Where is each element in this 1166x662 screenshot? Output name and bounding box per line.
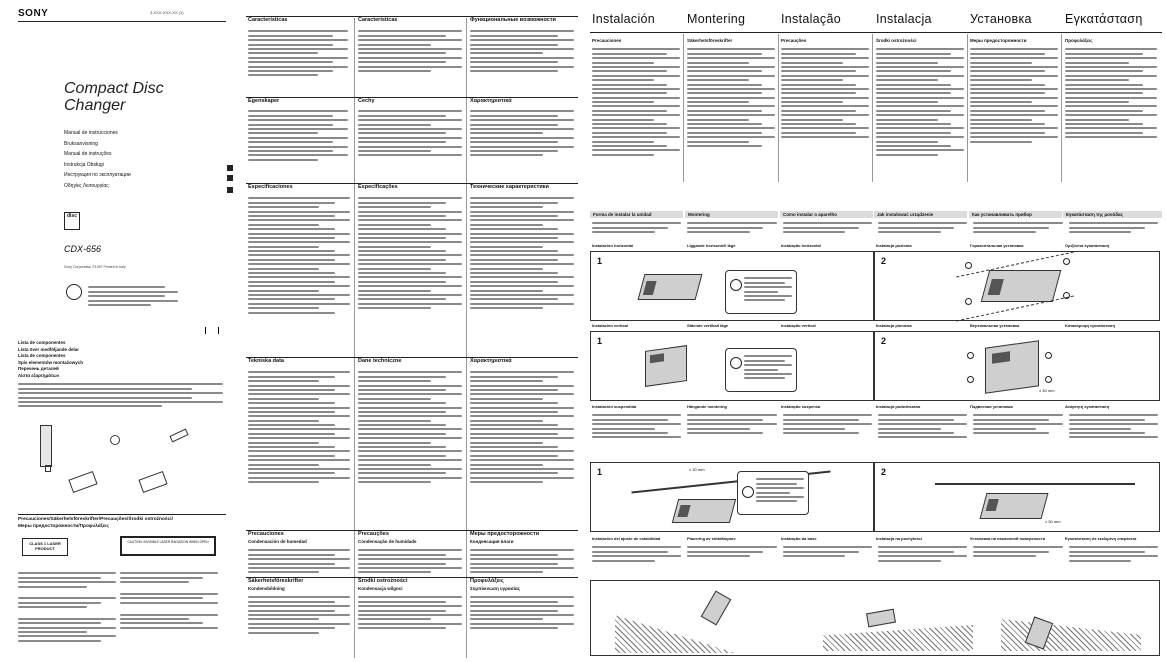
row2-label-es: Instalación vertical (592, 323, 629, 328)
spec-es-header: Especificaciones (248, 184, 293, 190)
cond-sv-header: Kondensbildning (248, 586, 285, 591)
manual-el: Οδηγίες Λειτουργίας (64, 182, 109, 189)
parts-es: Lista de componentes (18, 340, 66, 345)
features-sv-header: Egenskaper (248, 98, 280, 104)
features-pl-text (358, 108, 462, 159)
prec-ru-text (470, 547, 574, 576)
parts-pt: Lista de componentes (18, 353, 66, 358)
incline-text (592, 544, 1158, 564)
install-page (590, 0, 1162, 662)
row2-label-sv: Stående vertikalt läge (687, 323, 729, 328)
orientation-callout (737, 471, 809, 515)
screw-icon (1045, 352, 1052, 359)
row3-label-pl: Instalacja podwieszana (876, 404, 921, 409)
spec-el-text (470, 369, 574, 486)
cond-es-header: Condensación de humedad (248, 539, 307, 544)
features-es-header: Características (248, 17, 288, 23)
mount-text (592, 220, 1158, 236)
features-el-text (470, 108, 574, 159)
diagram-vertical-1 (590, 331, 874, 401)
row1-label-sv: Liggande horisontell läge (687, 243, 736, 248)
row3-label-sv: Hängande montering (687, 404, 728, 409)
screw-icon (1063, 258, 1070, 265)
prec-es-text (248, 547, 350, 576)
brand-logo: SONY (18, 8, 49, 19)
dial-icon (742, 486, 754, 498)
features-el-header: Χαρακτηριστικά (470, 98, 512, 104)
precautions-header-2: Меры предосторожности/Προφυλάξεις (18, 524, 109, 529)
title-line-1: Compact Disc (64, 80, 164, 97)
dial-icon (730, 279, 742, 291)
install-prec-text-ru (970, 46, 1058, 145)
diagram-incline (590, 580, 1160, 656)
install-prec-pl: Środki ostrożności (876, 38, 917, 43)
language-tab-marker (227, 187, 233, 193)
step-number: 2 (881, 467, 887, 477)
laser-label-caution (120, 536, 216, 556)
suspended-text (592, 412, 1158, 441)
screw-icon (965, 262, 972, 269)
features-pt-text (358, 28, 462, 74)
step-number: 1 (597, 336, 603, 346)
features-es-text (248, 28, 348, 79)
manual-ru: Инструкция по эксплуатации (64, 172, 131, 178)
prec-es-header: Precauciones (248, 531, 284, 537)
install-prec-text-sv (687, 46, 775, 149)
manual-pl: Instrukcja Obsługi (64, 161, 104, 168)
diagram-suspended-2 (874, 462, 1160, 532)
prec-pt-text (358, 547, 462, 576)
language-tab-marker (227, 175, 233, 181)
step-number: 2 (881, 256, 887, 266)
recycle-icon (66, 284, 82, 300)
prec-pl-text (358, 594, 462, 632)
install-prec-text-pl (876, 46, 964, 158)
changer-unit (981, 270, 1062, 302)
laser-label-class1 (22, 538, 68, 556)
screw-illustration (169, 429, 188, 443)
mount-header-pl: Jak instalować urządzenie (874, 211, 967, 218)
install-prec-pt: Precauções (781, 38, 807, 43)
precautions-header: Precauciones/Säkerhetsföreskrifter/Precauções/Środki ostrożności/ (18, 517, 173, 522)
screw-icon (965, 298, 972, 305)
cond-pt-header: Condensação de humidade (358, 539, 417, 544)
changer-unit (701, 591, 732, 626)
step-number: 1 (597, 467, 603, 477)
lang-title-pl: Instalacja (876, 12, 932, 26)
spec-sv-header: Tekniska data (248, 358, 284, 364)
copyright: Sony Corporation ©1997 Printed in Italy (64, 265, 126, 269)
mount-header-es: Forma de instalar la unidad (590, 211, 683, 218)
spec-pt-text (358, 195, 462, 312)
bracket-illustration (40, 425, 52, 467)
diagram-suspended-1 (590, 462, 874, 532)
dimension-label: ± 30 mm (689, 467, 705, 472)
manual-es: Manual de instrucciones (64, 130, 118, 136)
install-prec-sv: Säkerhetsföreskrifter (687, 38, 733, 43)
changer-unit (645, 345, 687, 387)
parts-sv: Lista över medföljande delar (18, 346, 80, 352)
laser-label-text: CLASS 1 LASER PRODUCT (29, 541, 61, 551)
install-prec-text-pt (781, 46, 869, 141)
row3-label-el: Ανάρτητη εγκατάσταση (1065, 404, 1110, 409)
parts-list (18, 340, 83, 379)
prec-sv-header: Säkerhetsföreskrifter (248, 578, 304, 584)
diagram-horizontal-2 (874, 251, 1160, 321)
row3-label-es: Instalación suspendida (592, 404, 637, 409)
mount-header-sv: Montering (685, 211, 778, 218)
row3-label-ru: Подвесная установка (970, 404, 1013, 409)
row1-label-es: Instalación horizontal (592, 243, 634, 248)
row2-label-pt: Instalação vertical (781, 323, 816, 328)
incline-surface (1001, 611, 1141, 651)
row4-label-el: Εγκατάσταση σε κεκλιμένη επιφάνεια (1065, 536, 1137, 541)
screw-illustration (45, 465, 51, 472)
changer-unit (638, 274, 703, 300)
laser-caution-text: CAUTION: INVISIBLE LASER RADIATION WHEN OPEN (127, 540, 209, 544)
parts-el: Λίστα εξαρτημάτων (18, 372, 60, 378)
row4-label-sv: Placering av stötdämpare (687, 536, 736, 541)
incline-surface (823, 625, 973, 651)
row2-label-el: Κατακόρυφη εγκατάσταση (1065, 323, 1116, 328)
screw-icon (967, 376, 974, 383)
row1-label-pt: Instalação horizontal (781, 243, 821, 248)
install-prec-el: Προφυλάξεις (1065, 38, 1093, 43)
mount-header-el: Εγκατάσταση της μονάδας (1063, 211, 1162, 218)
row1-label-el: Οριζόντια εγκατάσταση (1065, 243, 1110, 248)
row3-label-pt: Instalação suspensa (781, 404, 821, 409)
recycle-text (88, 284, 178, 308)
cond-ru-header: Конденсация влаги (470, 539, 514, 544)
lang-title-pt: Instalação (781, 12, 841, 26)
features-ru-header: Функциональные возможности (470, 17, 556, 23)
features-ru-text (470, 28, 574, 74)
spec-ru-text (470, 195, 574, 312)
prec-pt-header: Precauções (358, 531, 389, 537)
lang-title-ru: Установка (970, 12, 1032, 26)
parts-note (18, 381, 223, 410)
manual-list (64, 128, 131, 191)
screw-icon (967, 352, 974, 359)
screw-illustration (110, 435, 120, 445)
changer-unit (866, 609, 896, 628)
row1-label-ru: Горизонтальная установка (970, 243, 1024, 248)
features-sv-text (248, 108, 348, 163)
parts-pl: Spis elementów montażowych (18, 359, 84, 365)
prec-el-header: Προφυλάξεις (470, 578, 504, 584)
prec-ru-header: Меры предосторожности (470, 531, 540, 537)
barcode (205, 327, 219, 334)
damper-illustration (138, 471, 167, 493)
spec-el-header: Χαρακτηριστικά (470, 358, 512, 364)
features-pt-header: Características (358, 17, 398, 23)
precautions-text-right (120, 570, 218, 631)
spec-page (246, 0, 578, 662)
step-number: 2 (881, 336, 887, 346)
changer-unit (672, 499, 736, 523)
orientation-callout (725, 270, 797, 314)
cover-title (64, 80, 164, 114)
row2-label-ru: Вертикальная установка (970, 323, 1020, 328)
row4-label-pl: Instalacja na pochyłości (876, 536, 923, 541)
mount-header-ru: Как устанавливать прибор (969, 211, 1062, 218)
prec-sv-text (248, 594, 350, 636)
title-line-2: Changer (64, 97, 126, 114)
changer-unit (980, 493, 1049, 519)
spec-ru-header: Технические характеристики (470, 184, 549, 190)
screw-icon (1063, 292, 1070, 299)
part-number: 3-XXX-XXX-XX (1) (150, 10, 184, 15)
parts-ru: Перечень деталей (18, 366, 59, 371)
dimension-label: ± 30 mm (1045, 519, 1061, 524)
screw-icon (1045, 376, 1052, 383)
lang-title-sv: Montering (687, 12, 746, 26)
spec-pt-header: Especificações (358, 184, 398, 190)
manual-pt: Manual de instruções (64, 151, 112, 157)
cd-logo-icon: disc (64, 212, 80, 230)
model-number: CDX-656 (64, 244, 102, 254)
row4-label-ru: Установка на наклонной поверхности (970, 536, 1046, 541)
diagram-vertical-2 (874, 331, 1160, 401)
features-pl-header: Cechy (358, 98, 375, 104)
cond-pl-header: Kondensacja wilgoci (358, 586, 403, 591)
spec-es-text (248, 195, 350, 316)
spec-pl-header: Dane techniczne (358, 358, 402, 364)
damper-illustration (68, 471, 97, 493)
language-tab-marker (227, 165, 233, 171)
dial-icon (730, 357, 742, 369)
install-prec-ru: Меры предосторожности (970, 38, 1027, 43)
orientation-callout (725, 348, 797, 392)
lang-title-es: Instalación (592, 12, 656, 26)
diagram-horizontal-1 (590, 251, 874, 321)
changer-unit (985, 340, 1039, 394)
prec-pl-header: Środki ostrożności (358, 578, 408, 584)
install-prec-text-es (592, 46, 680, 158)
install-prec-text-el (1065, 46, 1157, 141)
mount-header-pt: Como instalar o aparelho (780, 211, 873, 218)
install-prec-es: Precauciones (592, 38, 622, 43)
step-number: 1 (597, 256, 603, 266)
lang-title-el: Εγκατάσταση (1065, 12, 1143, 26)
precautions-text-left (18, 570, 116, 644)
prec-el-text (470, 594, 574, 632)
row4-label-es: Instalación del ajuste de estabilidad (592, 536, 661, 541)
manual-sv: Bruksanvisning (64, 140, 98, 147)
dimension-label: ± 30 mm (1039, 388, 1055, 393)
row1-label-pl: Instalacja pozioma (876, 243, 912, 248)
row2-label-pl: Instalacja pionowa (876, 323, 912, 328)
cover-page (0, 0, 233, 662)
cond-el-header: Συμπύκνωση υγρασίας (470, 586, 521, 591)
spec-pl-text (358, 369, 462, 486)
row4-label-pt: Instalação da base (781, 536, 817, 541)
spec-sv-text (248, 369, 350, 486)
